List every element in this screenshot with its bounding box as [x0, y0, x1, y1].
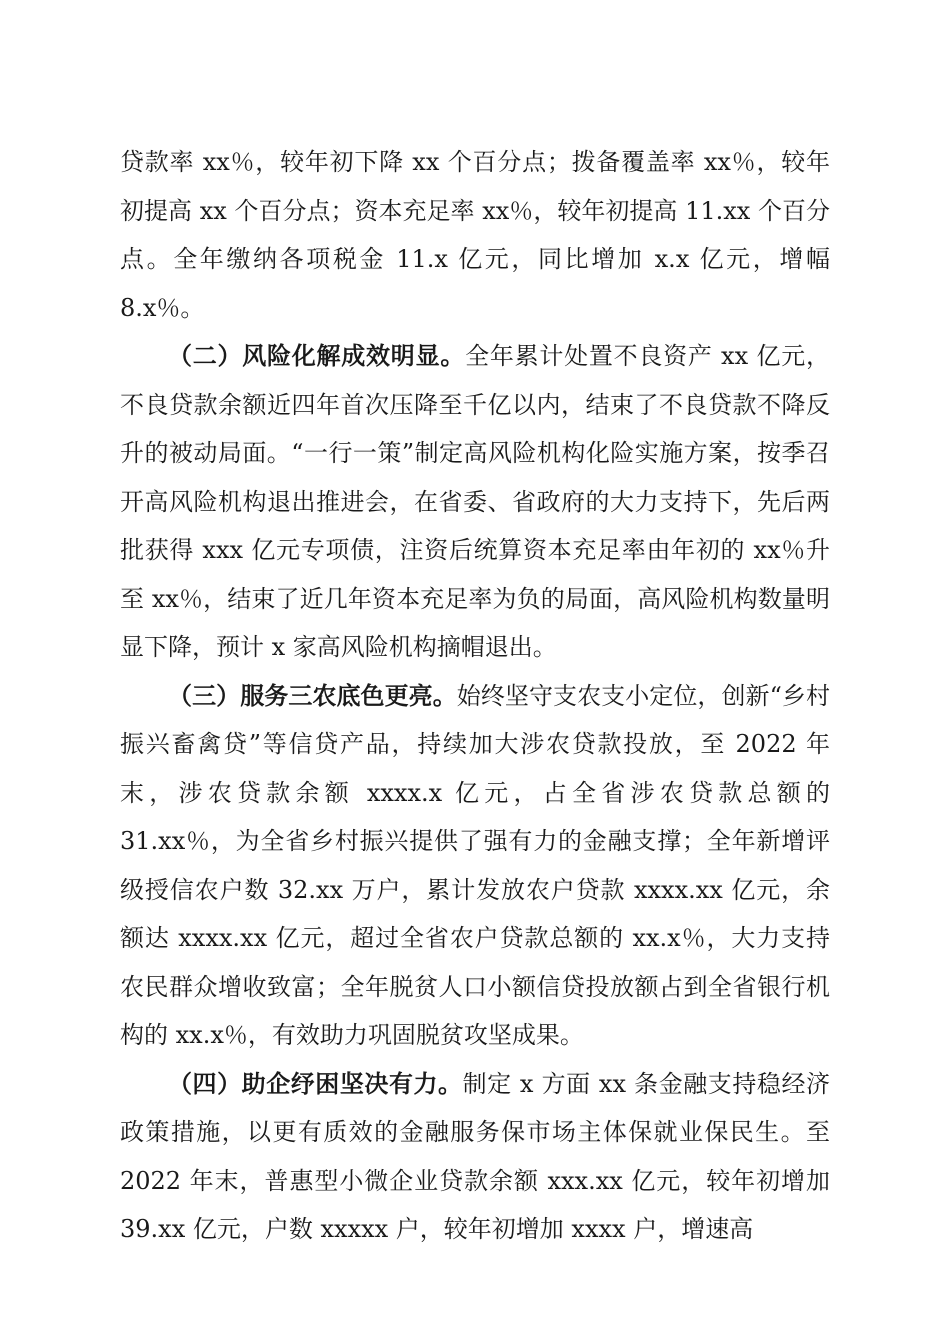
section-heading: （三）服务三农底色更亮。: [168, 681, 457, 710]
paragraph-text: 贷款率 xx％，较年初下降 xx 个百分点；拨备覆盖率 xx％，较年初提高 xx 个百分点；资本充足率 xx％，较年初提高 11.xx 个百分点。全年缴纳各项税金 11.x 亿元，同比增加 x.x 亿元，增幅 8.x％。: [120, 148, 830, 322]
section-heading: （二）风险化解成效明显。: [168, 342, 466, 370]
paragraph-text: 制定 x 方面 xx 条金融支持稳经济政策措施，以更有质效的金融服务保市场主体保就业保民生。至 2022 年末，普惠型小微企业贷款余额 xxx.xx 亿元，较年初增加 39.xx 亿元，户数 xxxxx 户，较年初增加 xxxx 户，增速高: [120, 1069, 831, 1243]
paragraph-text: 全年累计处置不良资产 xx 亿元，不良贷款余额近四年首次压降至千亿以内，结束了不良贷款不降反升的被动局面。“一行一策”制定高风险机构化险实施方案，按季召开高风险机构退出推进会，在省委、省政府的大力支持下，先后两批获得 xxx 亿元专项债，注资后统算资本充足率由年初的 xx％升至 xx％，结束了近几年资本充足率为负的局面，高风险机构数量明显下降，预计 x 家高风险机构摘帽退出。: [120, 342, 831, 661]
section-heading: （四）助企纾困坚决有力。: [168, 1069, 463, 1098]
paragraph-text: 始终坚守支农支小定位，创新“乡村振兴畜禽贷”等信贷产品，持续加大涉农贷款投放，至 2022 年末，涉农贷款余额 xxxx.x 亿元，占全省涉农贷款总额的 31.xx％，为全省乡村振兴提供了强有力的金融支撑；全年新增评级授信农户数 32.xx 万户，累计发放农户贷款 xxxx.xx 亿元，余额达 xxxx.xx 亿元，超过全省农户贷款总额的 xx.x％，大力支持农民群众增收致富；全年脱贫人口小额信贷投放额占到全省银行机构的 xx.x％，有效助力巩固脱贫攻坚成果。: [120, 681, 830, 1049]
document-body: [120, 138, 830, 1254]
paragraph-agriculture-service: [120, 672, 830, 1060]
paragraph-continuation: [120, 138, 830, 332]
paragraph-risk-resolution: [120, 332, 830, 672]
paragraph-enterprise-support: [120, 1060, 830, 1254]
